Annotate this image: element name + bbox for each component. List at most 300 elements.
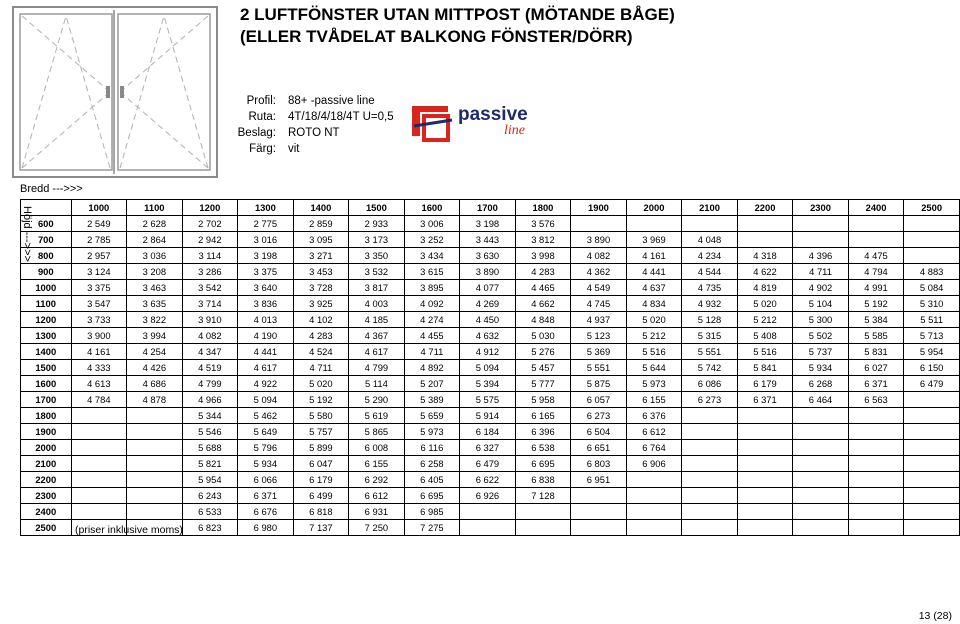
price-cell: 6 086 (682, 376, 738, 392)
price-cell: 6 184 (460, 424, 516, 440)
price-cell: 6 803 (571, 456, 627, 472)
price-cell: 5 551 (682, 344, 738, 360)
price-cell: 6 405 (404, 472, 460, 488)
price-cell: 6 464 (793, 392, 849, 408)
price-cell: 4 613 (71, 376, 127, 392)
table-row (21, 376, 960, 392)
price-cell: 4 077 (460, 280, 516, 296)
price-cell (127, 408, 183, 424)
width-header-cell: 1500 (349, 200, 405, 216)
price-cell: 6 563 (848, 392, 904, 408)
table-row (21, 280, 960, 296)
price-cell: 4 524 (293, 344, 349, 360)
price-cell: 6 906 (626, 456, 682, 472)
height-header-cell: 1400 (21, 344, 72, 360)
price-cell: 6 612 (349, 488, 405, 504)
price-cell: 3 208 (127, 264, 183, 280)
price-cell: 3 350 (349, 248, 405, 264)
price-cell: 3 375 (71, 280, 127, 296)
price-cell: 6 179 (737, 376, 793, 392)
price-cell (904, 232, 960, 248)
table-row (21, 312, 960, 328)
price-cell: 3 817 (349, 280, 405, 296)
price-cell: 5 659 (404, 408, 460, 424)
price-cell (626, 488, 682, 504)
price-cell: 4 966 (182, 392, 238, 408)
price-cell: 5 585 (848, 328, 904, 344)
price-cell: 6 538 (515, 440, 571, 456)
price-cell (571, 504, 627, 520)
price-cell: 5 841 (737, 360, 793, 376)
price-cell: 5 290 (349, 392, 405, 408)
table-row (21, 360, 960, 376)
price-cell: 2 775 (238, 216, 294, 232)
price-cell (737, 456, 793, 472)
price-cell: 5 030 (515, 328, 571, 344)
price-cell: 5 192 (848, 296, 904, 312)
price-cell: 3 895 (404, 280, 460, 296)
price-cell: 5 276 (515, 344, 571, 360)
price-cell: 6 371 (848, 376, 904, 392)
price-cell: 4 333 (71, 360, 127, 376)
price-cell: 3 124 (71, 264, 127, 280)
price-cell: 4 234 (682, 248, 738, 264)
height-header-cell: 600 (21, 216, 72, 232)
price-cell: 5 713 (904, 328, 960, 344)
price-cell (904, 488, 960, 504)
price-cell (904, 520, 960, 536)
table-row (21, 264, 960, 280)
width-header-cell: 1200 (182, 200, 238, 216)
price-cell (848, 520, 904, 536)
price-cell: 3 286 (182, 264, 238, 280)
price-cell (515, 520, 571, 536)
price-cell (71, 456, 127, 472)
price-cell: 3 198 (238, 248, 294, 264)
price-cell (127, 488, 183, 504)
price-cell (793, 408, 849, 424)
price-cell: 2 864 (127, 232, 183, 248)
width-header-cell: 2400 (848, 200, 904, 216)
price-cell: 2 785 (71, 232, 127, 248)
price-cell: 4 991 (848, 280, 904, 296)
price-cell (848, 440, 904, 456)
price-cell (682, 488, 738, 504)
price-cell: 4 441 (626, 264, 682, 280)
price-cell: 5 310 (904, 296, 960, 312)
price-cell: 4 637 (626, 280, 682, 296)
price-cell: 5 084 (904, 280, 960, 296)
price-cell (571, 488, 627, 504)
price-note: (priser inklusive moms) (75, 524, 183, 536)
table-row (21, 408, 960, 424)
price-cell (71, 472, 127, 488)
price-cell: 6 273 (571, 408, 627, 424)
height-header-cell: 2300 (21, 488, 72, 504)
price-cell: 5 020 (293, 376, 349, 392)
price-cell: 5 094 (238, 392, 294, 408)
spec-value: 4T/18/4/18/4T U=0,5 (288, 111, 394, 123)
price-cell: 3 547 (71, 296, 127, 312)
price-cell (127, 456, 183, 472)
price-cell: 4 549 (571, 280, 627, 296)
price-cell: 4 834 (626, 296, 682, 312)
price-cell: 5 511 (904, 312, 960, 328)
price-cell: 5 934 (238, 456, 294, 472)
price-cell (793, 488, 849, 504)
price-cell (737, 520, 793, 536)
width-header-row (21, 200, 960, 216)
price-cell (848, 504, 904, 520)
price-cell (682, 216, 738, 232)
width-header-cell: 1700 (460, 200, 516, 216)
width-header-cell: 1600 (404, 200, 460, 216)
price-cell: 3 733 (71, 312, 127, 328)
price-cell (904, 248, 960, 264)
height-header-cell: 1200 (21, 312, 72, 328)
price-cell: 4 922 (238, 376, 294, 392)
price-cell: 3 375 (238, 264, 294, 280)
price-cell: 4 799 (349, 360, 405, 376)
price-cell: 3 576 (515, 216, 571, 232)
title-line-1: 2 LUFTFÖNSTER UTAN MITTPOST (MÖTANDE BÅGE) (240, 5, 675, 24)
price-cell (737, 472, 793, 488)
price-cell: 4 082 (182, 328, 238, 344)
width-header-cell: 1000 (71, 200, 127, 216)
price-cell (904, 216, 960, 232)
price-cell (71, 504, 127, 520)
price-cell: 4 937 (571, 312, 627, 328)
height-header-cell: 900 (21, 264, 72, 280)
price-cell: 4 190 (238, 328, 294, 344)
price-cell: 4 185 (349, 312, 405, 328)
price-cell: 3 994 (127, 328, 183, 344)
price-cell: 5 207 (404, 376, 460, 392)
price-cell: 5 114 (349, 376, 405, 392)
height-axis-label: Höjd --->>> (21, 206, 33, 262)
price-cell: 5 212 (737, 312, 793, 328)
price-cell: 2 549 (71, 216, 127, 232)
width-axis-label: Bredd --->>> (20, 183, 83, 195)
price-cell: 4 455 (404, 328, 460, 344)
price-cell: 6 155 (626, 392, 682, 408)
price-cell: 6 980 (238, 520, 294, 536)
height-header-cell: 1900 (21, 424, 72, 440)
price-cell (71, 440, 127, 456)
price-cell: 6 116 (404, 440, 460, 456)
price-cell: 5 516 (737, 344, 793, 360)
price-cell: 4 362 (571, 264, 627, 280)
price-cell: 4 794 (848, 264, 904, 280)
price-cell (682, 408, 738, 424)
price-cell: 5 619 (349, 408, 405, 424)
price-cell: 4 902 (793, 280, 849, 296)
price-cell: 7 137 (293, 520, 349, 536)
spec-value: vit (288, 143, 300, 155)
price-cell: 3 910 (182, 312, 238, 328)
price-cell: 4 819 (737, 280, 793, 296)
price-cell: 4 544 (682, 264, 738, 280)
price-cell: 5 123 (571, 328, 627, 344)
price-cell: 5 192 (293, 392, 349, 408)
price-cell: 5 389 (404, 392, 460, 408)
price-cell: 3 635 (127, 296, 183, 312)
price-cell: 6 396 (515, 424, 571, 440)
price-cell: 6 823 (182, 520, 238, 536)
price-cell: 4 784 (71, 392, 127, 408)
price-cell: 5 821 (182, 456, 238, 472)
price-cell: 5 369 (571, 344, 627, 360)
table-row (21, 296, 960, 312)
price-cell: 6 273 (682, 392, 738, 408)
price-cell: 5 742 (682, 360, 738, 376)
price-cell (737, 216, 793, 232)
price-cell: 4 883 (904, 264, 960, 280)
price-cell: 4 848 (515, 312, 571, 328)
width-header-cell: 2300 (793, 200, 849, 216)
price-cell: 4 686 (127, 376, 183, 392)
price-cell: 3 252 (404, 232, 460, 248)
price-cell (682, 456, 738, 472)
price-cell (793, 440, 849, 456)
price-cell (848, 424, 904, 440)
table-row (21, 472, 960, 488)
price-cell: 5 644 (626, 360, 682, 376)
price-cell: 3 006 (404, 216, 460, 232)
height-header-cell: 1300 (21, 328, 72, 344)
price-cell: 5 737 (793, 344, 849, 360)
price-cell: 6 504 (571, 424, 627, 440)
price-cell: 3 173 (349, 232, 405, 248)
price-cell: 6 818 (293, 504, 349, 520)
price-cell: 4 048 (682, 232, 738, 248)
price-cell: 7 128 (515, 488, 571, 504)
price-cell (127, 504, 183, 520)
price-cell (793, 424, 849, 440)
price-cell: 3 463 (127, 280, 183, 296)
price-cell: 3 640 (238, 280, 294, 296)
price-cell: 6 622 (460, 472, 516, 488)
price-cell: 6 243 (182, 488, 238, 504)
height-header-cell: 700 (21, 232, 72, 248)
price-cell: 5 954 (182, 472, 238, 488)
window-diagram (12, 6, 218, 178)
price-cell: 4 318 (737, 248, 793, 264)
price-cell: 6 268 (793, 376, 849, 392)
price-cell: 6 027 (848, 360, 904, 376)
price-cell: 5 104 (793, 296, 849, 312)
price-cell: 5 394 (460, 376, 516, 392)
price-cell: 6 695 (515, 456, 571, 472)
height-header-cell: 800 (21, 248, 72, 264)
price-cell (848, 456, 904, 472)
price-cell: 5 516 (626, 344, 682, 360)
price-cell: 6 047 (293, 456, 349, 472)
price-cell: 6 676 (238, 504, 294, 520)
price-cell (904, 504, 960, 520)
price-cell: 5 315 (682, 328, 738, 344)
price-cell: 3 615 (404, 264, 460, 280)
price-cell: 4 878 (127, 392, 183, 408)
table-row (21, 392, 960, 408)
price-cell: 3 900 (71, 328, 127, 344)
price-cell: 4 161 (626, 248, 682, 264)
price-cell: 3 434 (404, 248, 460, 264)
price-cell: 3 822 (127, 312, 183, 328)
price-cell: 5 934 (793, 360, 849, 376)
price-cell: 3 198 (460, 216, 516, 232)
price-cell: 6 057 (571, 392, 627, 408)
price-cell: 3 714 (182, 296, 238, 312)
price-cell: 5 344 (182, 408, 238, 424)
width-header-cell: 1300 (238, 200, 294, 216)
height-header-cell: 1600 (21, 376, 72, 392)
price-cell (904, 440, 960, 456)
table-row (21, 344, 960, 360)
price-cell: 3 836 (238, 296, 294, 312)
price-cell (737, 504, 793, 520)
price-cell: 4 519 (182, 360, 238, 376)
price-cell: 6 479 (904, 376, 960, 392)
price-cell (571, 520, 627, 536)
price-cell (904, 424, 960, 440)
price-cell: 6 764 (626, 440, 682, 456)
price-cell: 5 020 (626, 312, 682, 328)
price-cell (460, 520, 516, 536)
price-cell: 5 865 (349, 424, 405, 440)
price-cell (682, 440, 738, 456)
price-cell: 4 269 (460, 296, 516, 312)
spec-row (218, 109, 394, 125)
price-cell: 6 695 (404, 488, 460, 504)
price-cell (682, 504, 738, 520)
price-cell: 6 371 (238, 488, 294, 504)
price-cell: 4 617 (349, 344, 405, 360)
spec-row (218, 93, 394, 109)
height-header-cell: 2500 (21, 520, 72, 536)
price-cell: 3 095 (293, 232, 349, 248)
price-cell (848, 488, 904, 504)
page-number: 13 (28) (918, 610, 952, 622)
price-cell: 4 475 (848, 248, 904, 264)
price-cell: 3 271 (293, 248, 349, 264)
price-cell: 6 155 (349, 456, 405, 472)
price-cell: 4 892 (404, 360, 460, 376)
corner-cell (21, 200, 72, 216)
price-cell: 5 212 (626, 328, 682, 344)
price-cell (71, 408, 127, 424)
table-row (21, 424, 960, 440)
price-cell (848, 408, 904, 424)
table-row (21, 232, 960, 248)
price-cell: 5 973 (626, 376, 682, 392)
table-row (21, 216, 960, 232)
price-cell (848, 216, 904, 232)
price-cell: 3 925 (293, 296, 349, 312)
spec-key: Ruta: (248, 111, 276, 123)
price-cell: 6 612 (626, 424, 682, 440)
price-cell: 4 274 (404, 312, 460, 328)
price-cell: 3 453 (293, 264, 349, 280)
price-cell: 5 875 (571, 376, 627, 392)
price-cell: 4 161 (71, 344, 127, 360)
price-cell: 6 376 (626, 408, 682, 424)
height-header-cell: 2100 (21, 456, 72, 472)
price-cell: 5 688 (182, 440, 238, 456)
price-cell: 4 367 (349, 328, 405, 344)
price-cell: 4 711 (404, 344, 460, 360)
price-cell: 3 998 (515, 248, 571, 264)
price-cell: 4 283 (293, 328, 349, 344)
price-cell: 3 114 (182, 248, 238, 264)
price-cell (793, 216, 849, 232)
price-cell: 6 985 (404, 504, 460, 520)
price-cell: 3 630 (460, 248, 516, 264)
price-cell (682, 520, 738, 536)
price-cell: 4 426 (127, 360, 183, 376)
price-cell: 6 951 (571, 472, 627, 488)
spec-row (218, 125, 394, 141)
height-header-cell: 1100 (21, 296, 72, 312)
price-cell (737, 232, 793, 248)
price-cell: 2 702 (182, 216, 238, 232)
spec-value: 88+ -passive line (288, 95, 375, 107)
price-cell: 4 711 (293, 360, 349, 376)
price-cell: 4 102 (293, 312, 349, 328)
price-cell: 2 942 (182, 232, 238, 248)
spec-key: Profil: (246, 95, 276, 107)
price-cell (626, 504, 682, 520)
price-cell: 4 617 (238, 360, 294, 376)
price-cell (71, 424, 127, 440)
price-cell: 2 628 (127, 216, 183, 232)
price-cell: 4 932 (682, 296, 738, 312)
price-cell: 4 711 (793, 264, 849, 280)
price-cell: 6 371 (737, 392, 793, 408)
price-cell: 5 973 (404, 424, 460, 440)
price-cell: 2 933 (349, 216, 405, 232)
price-cell: 5 777 (515, 376, 571, 392)
price-cell (904, 472, 960, 488)
price-cell: 6 258 (404, 456, 460, 472)
price-cell (682, 472, 738, 488)
price-cell: 4 465 (515, 280, 571, 296)
price-cell: 5 128 (682, 312, 738, 328)
price-cell (682, 424, 738, 440)
table-row (21, 328, 960, 344)
price-cell: 5 831 (848, 344, 904, 360)
price-cell: 4 441 (238, 344, 294, 360)
price-cell: 3 969 (626, 232, 682, 248)
price-cell: 3 016 (238, 232, 294, 248)
price-cell: 6 327 (460, 440, 516, 456)
price-cell: 5 502 (793, 328, 849, 344)
price-cell (127, 424, 183, 440)
height-header-cell: 1800 (21, 408, 72, 424)
price-cell: 6 479 (460, 456, 516, 472)
price-cell (737, 488, 793, 504)
price-cell: 3 890 (460, 264, 516, 280)
price-cell (904, 456, 960, 472)
price-cell (737, 408, 793, 424)
price-cell: 5 020 (737, 296, 793, 312)
title-line-2: (ELLER TVÅDELAT BALKONG FÖNSTER/DÖRR) (240, 27, 633, 46)
price-cell: 5 384 (848, 312, 904, 328)
price-cell: 4 003 (349, 296, 405, 312)
price-cell: 6 179 (293, 472, 349, 488)
price-cell: 5 914 (460, 408, 516, 424)
price-cell: 6 926 (460, 488, 516, 504)
